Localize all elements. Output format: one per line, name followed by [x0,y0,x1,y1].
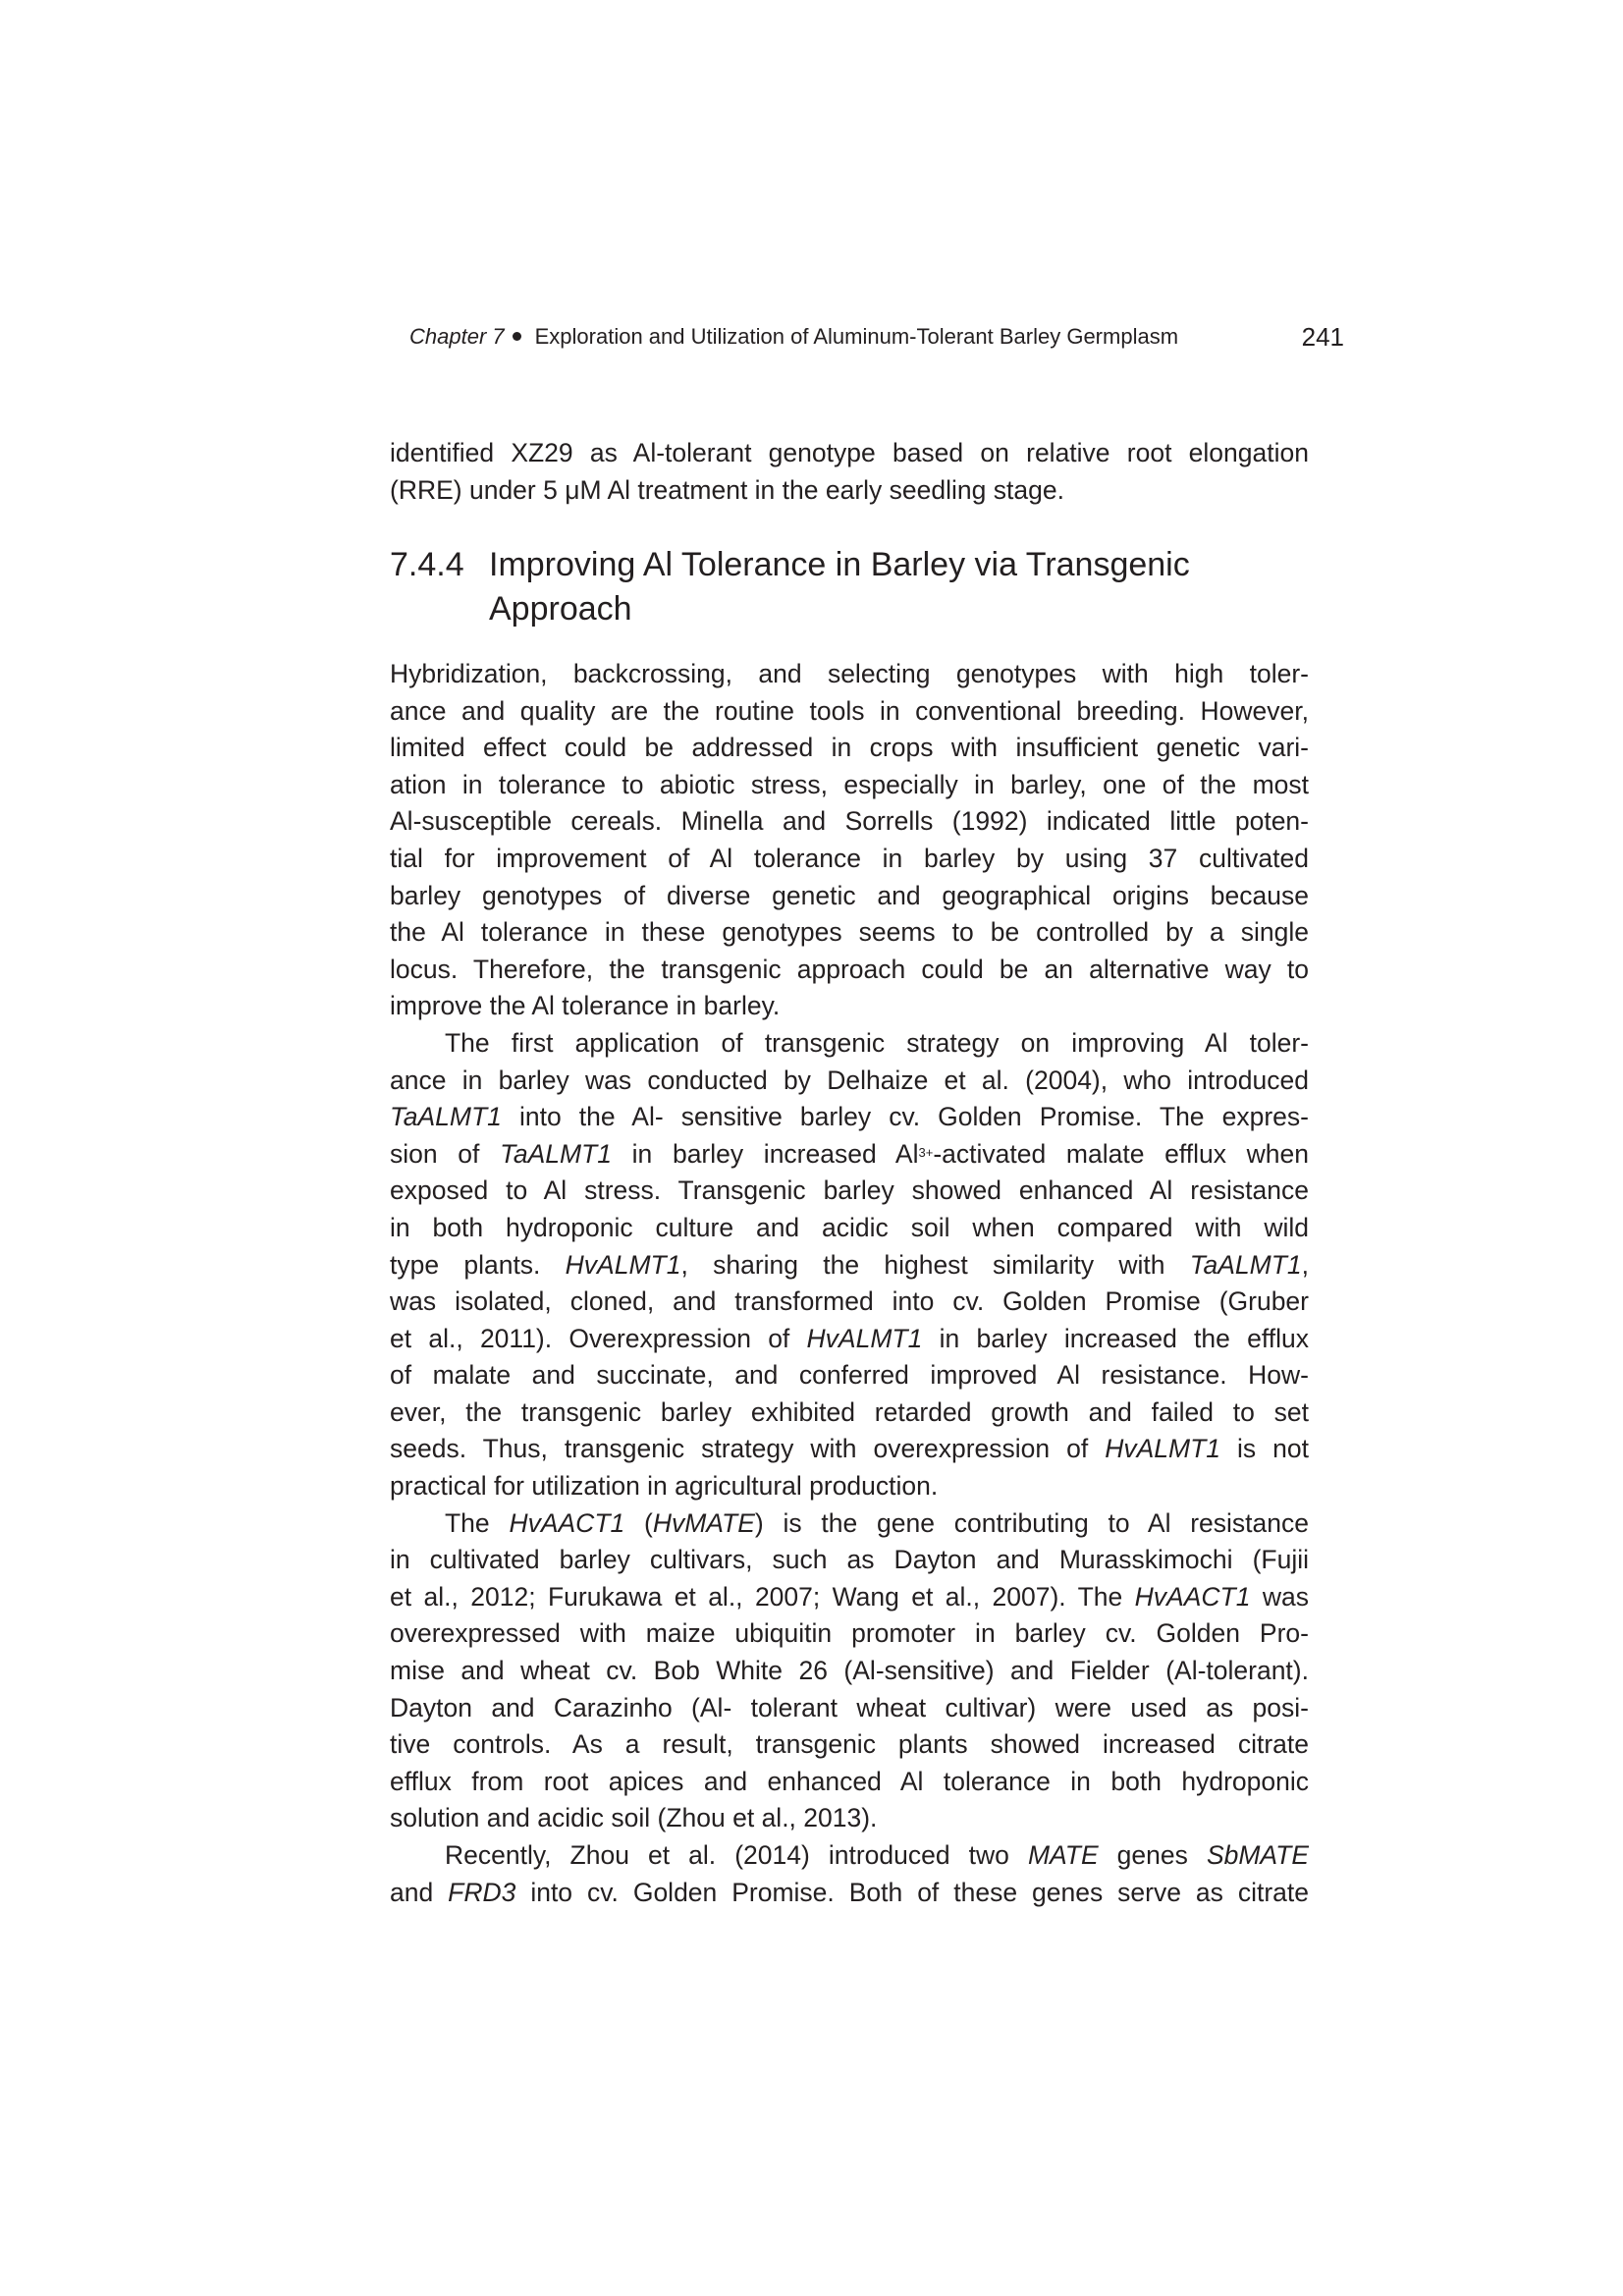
text-line: and FRD3 into cv. Golden Promise. Both of these genes serve as citrate [390,1877,1309,1907]
section-heading [390,543,1190,631]
text-line: solution and acidic soil (Zhou et al., 2013). [390,1803,878,1833]
text-line: Recently, Zhou et al. (2014) introduced two MATE genes SbMATE [445,1840,1309,1870]
text-line: ever, the transgenic barley exhibited retarded growth and failed to set [390,1396,1309,1427]
page-number: 241 [1301,321,1344,352]
body-text [390,656,1309,1911]
text-line: identified XZ29 as Al-tolerant genotype based on relative root elongation [390,438,1309,467]
text-line: limited effect could be addressed in crops with insufficient genetic vari- [390,733,1309,763]
text-line: efflux from root apices and enhanced Al tolerance in both hydroponic [390,1766,1309,1796]
section-title-line1: Improving Al Tolerance in Barley via Transgenic [489,546,1190,583]
text-line: practical for utilization in agricultural production. [390,1471,939,1502]
text-line: tive controls. As a result, transgenic plants showed increased citrate [390,1729,1309,1760]
text-line: seeds. Thus, transgenic strategy with overexpression of HvALMT1 is not [390,1434,1309,1464]
text-line: et al., 2012; Furukawa et al., 2007; Wang et al., 2007). The HvAACT1 was [390,1581,1309,1612]
text-line: type plants. HvALMT1, sharing the highest similarity with TaALMT1, [390,1249,1309,1280]
intro-text [390,435,1309,509]
text-line: The HvAACT1 (HvMATE) is the gene contributing to Al resistance [445,1507,1309,1538]
text-line: the Al tolerance in these genotypes seems to be controlled by a single [390,917,1309,948]
text-line: The first application of transgenic strategy on improving Al toler- [445,1027,1309,1058]
text-line: overexpressed with maize ubiquitin promoter in barley cv. Golden Pro- [390,1618,1309,1649]
paragraph [390,1025,1309,1505]
text-line: barley genotypes of diverse genetic and geographical origins because [390,880,1309,910]
chapter-label: Chapter 7 [409,324,505,349]
text-line: TaALMT1 into the Al- sensitive barley cv. Golden Promise. The expres- [390,1102,1309,1132]
text-line: ance in barley was conducted by Delhaize et al. (2004), who introduced [390,1065,1309,1095]
text-line: Hybridization, backcrossing, and selecting genotypes with high toler- [390,659,1309,688]
running-header [409,320,1344,354]
text-line: was isolated, cloned, and transformed into cv. Golden Promise (Gruber [390,1286,1309,1317]
paragraph [390,1505,1309,1837]
text-line: ation in tolerance to abiotic stress, especially in barley, one of the most [390,769,1309,799]
text-line: sion of TaALMT1 in barley increased $Al^{3+}$-activated malate efflux when [390,1138,1309,1169]
text-line: tial for improvement of Al tolerance in barley by using 37 cultivated [390,843,1309,873]
text-line: Al-susceptible cereals. Minella and Sorrells (1992) indicated little poten- [390,806,1309,837]
text-line: ance and quality are the routine tools in conventional breeding. However, [390,695,1309,726]
bullet-icon [513,332,521,341]
text-line: et al., 2011). Overexpression of HvALMT1 in barley increased the efflux [390,1323,1309,1353]
section-title-line2: Approach [489,590,632,628]
text-line: in cultivated barley cultivars, such as Dayton and Murasskimochi (Fujii [390,1545,1309,1575]
text-line: Dayton and Carazinho (Al- tolerant wheat cultivar) were used as posi- [390,1692,1309,1722]
text-line: in both hydroponic culture and acidic soil when compared with wild [390,1212,1309,1242]
paragraph [390,1837,1309,1911]
section-number: 7.4.4 [390,546,464,583]
paragraph [390,656,1309,1025]
text-line: mise and wheat cv. Bob White 26 (Al-sensitive) and Fielder (Al-tolerant). [390,1656,1309,1686]
text-line: locus. Therefore, the transgenic approach could be an alternative way to [390,954,1309,984]
text-line: improve the Al tolerance in barley. [390,991,781,1021]
text-line: exposed to Al stress. Transgenic barley showed enhanced Al resistance [390,1175,1309,1206]
text-line: of malate and succinate, and conferred improved Al resistance. How- [390,1360,1309,1391]
text-line: (RRE) under 5 μM Al treatment in the early seedling stage. [390,474,1064,505]
chapter-title: Exploration and Utilization of Aluminum-Tolerant Barley Germplasm [534,324,1179,349]
